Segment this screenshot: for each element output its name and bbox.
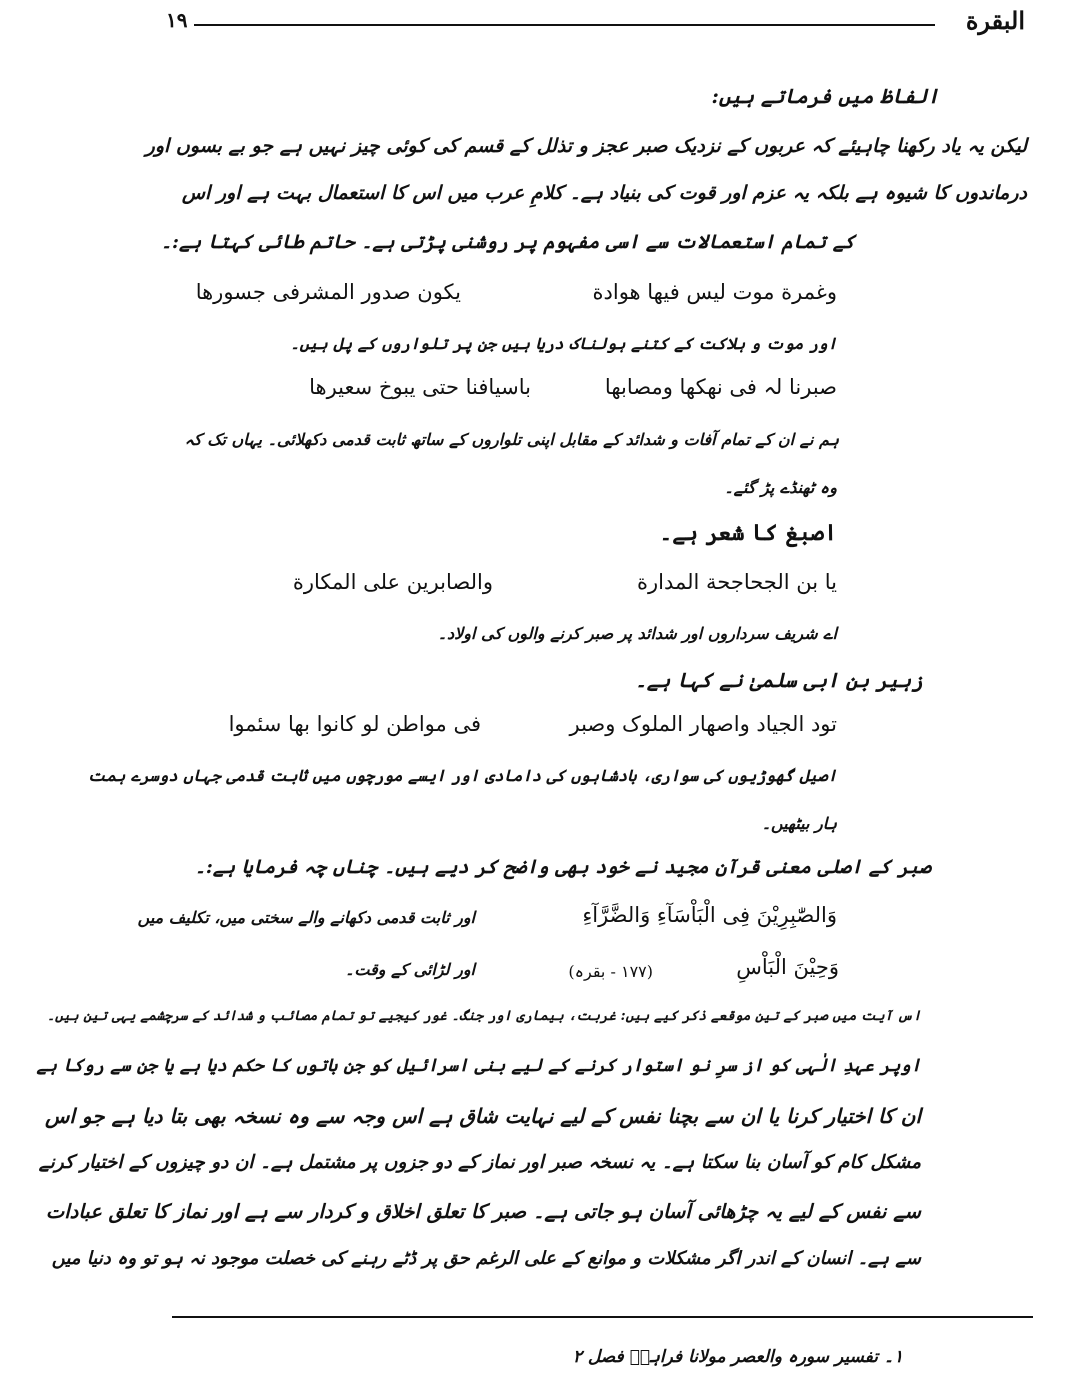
ayah-translation: اور لڑائی کے وقت۔ [345,960,475,979]
verse-translation: اصیل گھوڑیوں کی سواری، بادشاہوں کی دامادی اور ایسے مورچوں میں ثابت قدمی جہاں دوسرے ہمت [87,766,837,785]
verse-hemistich: یکون صدور المشرفی جسورھا [195,280,461,304]
poet-heading: زہیر بن ابی سلمیٰ نے کہا ہے۔ [635,668,923,692]
paragraph-line: اس آیت میں صبر کے تین موقعے ذکر کیے ہیں: غربت، بیماری اور جنگ۔ غور کیجیے تو تمام مصائب و شدائد کے سرچشمے یہی تین ہیں۔ [47,1008,921,1024]
paragraph-line: لیکن یہ یاد رکھنا چاہیئے کہ عربوں کے نزدیک صبر عجز و تذلل کے قسم کی کوئی چیز نہیں ہے جو بے بسوں اور [145,135,1027,157]
verse-hemistich: وغمرة موت لیس فیھا ھوادة [592,280,837,304]
page-number: ١٩ [166,8,188,32]
verse-translation: اے شریف سرداروں اور شدائد پر صبر کرنے والوں کی اولاد۔ [437,624,837,643]
footnote: ۱۔ تفسیر سورہ والعصر مولانا فراہیؒ فصل ۲ [572,1347,903,1367]
paragraph-line: سے نفس کے لیے یہ چڑھائی آسان ہو جاتی ہے۔ صبر کا تعلق اخلاق و کردار سے ہے اور نماز کا تعلق عبادات [45,1200,921,1223]
footnote-rule [172,1316,1033,1318]
paragraph-line: ان کا اختیار کرنا یا ان سے بچنا نفس کے لیے نہایت شاق ہے اس وجہ سے وہ نسخہ بھی بتا دیا ہے جو اس [45,1104,921,1128]
quran-ayah: وَحِیْنَ الْبَاْسِ [736,955,839,979]
verse-translation: ہار بیٹھیں۔ [761,814,837,833]
verse-hemistich: تود الجیاد واصھار الملوک وصبر [569,712,837,736]
verse-hemistich: والصابرین علی المکارة [292,570,493,594]
quran-intro: صبر کے اصلی معنی قرآن مجید نے خود بھی واضح کر دیے ہیں۔ چناں چہ فرمایا ہے:۔ [194,856,931,878]
running-header [150,6,1031,38]
header-rule [194,24,935,26]
quran-ayah: وَالصّٰبِرِیْنَ فِی الْبَاْسَآءِ وَالضَّرَّآءِ [582,903,837,927]
paragraph-line: کے تمام استعمالات سے اسی مفہوم پر روشنی پڑتی ہے۔ حاتم طائی کہتا ہے:۔ [160,231,855,253]
paragraph-line: مشکل کام کو آسان بنا سکتا ہے۔ یہ نسخہ صبر اور نماز کے دو جزوں پر مشتمل ہے۔ ان دو چیزوں کے اختیار کرنے [38,1152,921,1173]
verse-hemistich: باسیافنا حتی یبوخ سعیرھا [309,375,531,399]
paragraph-line: اوپر عہدِ الٰہی کو از سرِ نو استوار کرنے کے لیے بنی اسرائیل کو جن باتوں کا حکم دیا ہے یا جن سے روکا ہے [36,1056,921,1076]
verse-hemistich: صبرنا لہ فی نھکھا ومصابھا [604,375,837,399]
verse-translation: اور موت و ہلاکت کے کتنے ہولناک دریا ہیں جن پر تلواروں کے پل ہیں۔ [290,334,837,353]
ayah-reference: (١٧٧ - بقرہ) [568,962,653,981]
surah-title: البقرة [965,6,1025,35]
paragraph-line: درماندوں کا شیوہ ہے بلکہ یہ عزم اور قوت کی بنیاد ہے۔ کلامِ عرب میں اس کا استعمال بہت ہے اور اس [181,182,1027,204]
intro-line: الفاظ میں فرماتے ہیں: [711,84,939,108]
verse-hemistich: فی مواطن لو کانوا بھا سئموا [228,712,481,736]
verse-translation: ہم نے ان کے تمام آفات و شدائد کے مقابل اپنی تلواروں کے ساتھ ثابت قدمی دکھلائی۔ یہاں تک کہ [184,430,839,449]
paragraph-line: سے ہے۔ انسان کے اندر اگر مشکلات و موانع کے علی الرغم حق پر ڈٹے رہنے کی خصلت موجود نہ ہو تو وہ دنیا میں [51,1248,921,1269]
verse-translation: وہ ٹھنڈے پڑ گئے۔ [724,478,837,497]
ayah-translation: اور ثابت قدمی دکھانے والے سختی میں، تکلیف میں [137,908,475,927]
section-heading: اصبغ کا شعر ہے۔ [659,520,837,546]
verse-hemistich: یا بن الجحاجحة المدارة [636,570,837,594]
